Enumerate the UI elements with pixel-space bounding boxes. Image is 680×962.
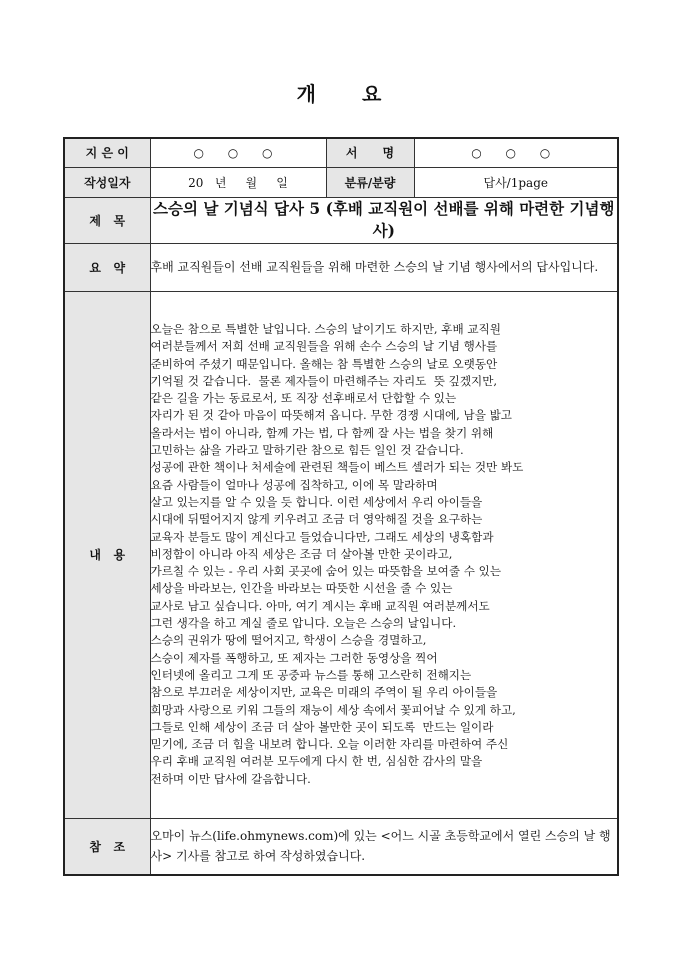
content-body [150, 291, 618, 818]
signature-value: ○ ○ ○ [414, 138, 618, 167]
category-label: 분류/분량 [326, 167, 414, 197]
title-char-1: 개 [296, 82, 318, 106]
content-line: 기억될 것 같습니다. 물론 제자들이 마련해주는 자리도 뜻 깊겠지만, [150, 373, 498, 388]
content-line: 성공에 관한 책이나 처세술에 관련된 책들이 베스트 셀러가 되는 것만 봐도 [150, 460, 524, 475]
author-value: ○ ○ ○ [150, 138, 326, 167]
content-line: 그들로 인해 세상이 조금 더 살아 볼만한 곳이 되도록 만드는 일이라 [150, 719, 494, 734]
content-row [64, 291, 618, 818]
content-line: 같은 길을 가는 동료로서, 또 직장 선후배로서 단합할 수 있는 [150, 391, 457, 406]
content-line: 희망과 사랑으로 키워 그들의 재능이 세상 속에서 꽃피어날 수 있게 하고, [150, 702, 516, 717]
content-line: 올라서는 법이 아니라, 함께 가는 법, 다 함께 잘 사는 법을 찾기 위해 [150, 425, 494, 440]
summary-label: 요 약 [64, 243, 150, 291]
content-line: 준비하여 주셨기 때문입니다. 올해는 참 특별한 스승의 날로 오랫동안 [150, 356, 498, 371]
content-line: 고민하는 삶을 가라고 말하기란 참으로 힘든 일인 것 같습니다. [150, 443, 464, 458]
subject-label: 제 목 [64, 197, 150, 243]
content-line: 세상을 바라보는, 인간을 바라보는 따뜻한 시선을 줄 수 있는 [150, 581, 453, 596]
content-line: 여러분들께서 저희 선배 교직원들을 위해 손수 스승의 날 기념 행사를 [150, 339, 498, 354]
content-line: 오늘은 참으로 특별한 날입니다. 스승의 날이기도 하지만, 후배 교직원 [150, 321, 501, 336]
content-line: 우리 후배 교직원 여러분 모두에게 다시 한 번, 심심한 감사의 말을 [150, 754, 483, 769]
content-line: 스승이 제자를 폭행하고, 또 제자는 그러한 동영상을 찍어 [150, 650, 438, 665]
category-value: 답사/1page [414, 167, 618, 197]
signature-label: 서 명 [326, 138, 414, 167]
content-line: 비정함이 아니라 아직 세상은 조금 더 살아볼 만한 곳이라고, [150, 546, 453, 561]
content-line: 자리가 된 것 같아 마음이 따뜻해져 옵니다. 무한 경쟁 시대에, 남을 밟고 [150, 408, 512, 423]
date-label: 작성일자 [64, 167, 150, 197]
overview-table [63, 137, 619, 876]
reference-label: 참 조 [64, 818, 150, 875]
summary-row [64, 243, 618, 291]
content-line: 인터넷에 올리고 그게 또 공중파 뉴스를 통해 고스란히 전해지는 [150, 667, 472, 682]
date-value: 20 년 월 일 [150, 167, 326, 197]
content-label: 내 용 [64, 291, 150, 818]
content-line: 그런 생각을 하고 계실 줄로 압니다. 오늘은 스승의 날입니다. [150, 616, 457, 631]
content-line: 스승의 권위가 땅에 떨어지고, 학생이 스승을 경멸하고, [150, 633, 427, 648]
subject-row [64, 197, 618, 243]
page-title [0, 78, 680, 107]
content-line: 전하며 이만 답사에 갈음합니다. [150, 771, 311, 786]
reference-value: 오마이 뉴스(life.ohmynews.com)에 있는 <어느 시골 초등학교에서 열린 스승의 날 행사> 기사를 참고로 하여 작성하였습니다. [150, 818, 618, 875]
content-line: 가르칠 수 있는 - 우리 사회 곳곳에 숨어 있는 따뜻함을 보여줄 수 있는 [150, 564, 502, 579]
summary-value: 후배 교직원들이 선배 교직원들을 위해 마련한 스승의 날 기념 행사에서의 답사입니다. [150, 243, 618, 291]
content-line: 교사로 남고 싶습니다. 아마, 여기 계시는 후배 교직원 여러분께서도 [150, 598, 490, 613]
date-row [64, 167, 618, 197]
content-line: 참으로 부끄러운 세상이지만, 교육은 미래의 주역이 될 우리 아이들을 [150, 685, 498, 700]
content-line: 교육자 분들도 많이 계신다고 들었습니다만, 그래도 세상의 냉혹함과 [150, 529, 494, 544]
content-line: 믿기에, 조금 더 힘을 내보려 합니다. 오늘 이러한 자리를 마련하여 주신 [150, 737, 509, 752]
reference-row [64, 818, 618, 875]
author-row [64, 138, 618, 167]
author-label: 지 은 이 [64, 138, 150, 167]
content-line: 시대에 뒤떨어지지 않게 키우려고 조금 더 영악해질 것을 요구하는 [150, 512, 483, 527]
content-lines [151, 321, 618, 788]
content-line: 요즘 사람들이 얼마나 성공에 집착하고, 이에 목 말라하며 [150, 477, 438, 492]
content-line: 살고 있는지를 알 수 있을 듯 합니다. 이런 세상에서 우리 아이들을 [150, 494, 483, 509]
subject-value: 스승의 날 기념식 답사 5 (후배 교직원이 선배를 위해 마련한 기념행사) [150, 197, 618, 243]
title-char-2: 요 [362, 82, 384, 106]
